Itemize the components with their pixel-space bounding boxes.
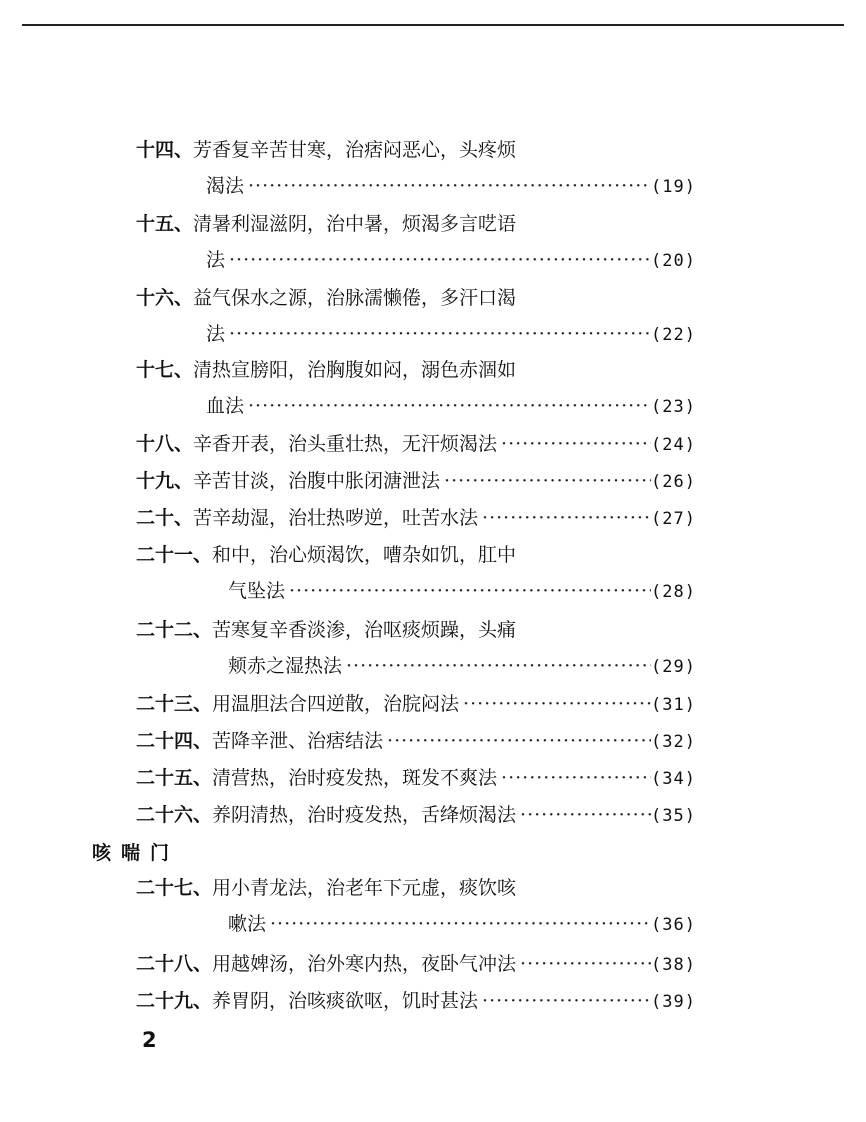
entry-number: 二十四、	[136, 730, 213, 752]
leader-dots	[478, 500, 651, 536]
toc-entry-24	[136, 723, 696, 759]
entry-title: 和中，治心烦渴饮，嘈杂如饥，肛中	[212, 544, 517, 566]
toc-entry-21	[136, 537, 696, 609]
entry-page: (27)	[651, 509, 696, 529]
entry-title: 清热宣膀阳，治胸腹如闷，溺色赤涸如	[193, 359, 517, 381]
leader-dots	[244, 168, 651, 204]
entry-page: (28)	[651, 582, 696, 602]
entry-number: 二十八、	[136, 953, 213, 975]
entry-page: (22)	[651, 325, 696, 345]
entry-title: 苦降辛泄、治痞结法	[212, 730, 384, 752]
entry-page: (23)	[651, 397, 696, 417]
leader-dots	[440, 463, 651, 499]
entry-number: 十四、	[136, 139, 194, 161]
entry-title: 辛苦甘淡，治腹中胀闭溏泄法	[193, 470, 441, 492]
toc-entry-23	[136, 686, 696, 722]
entry-title: 用温胆法合四逆散，治脘闷法	[212, 693, 460, 715]
entry-number: 二十一、	[136, 544, 213, 566]
toc-entry-16	[136, 280, 696, 352]
entry-number: 十八、	[136, 433, 194, 455]
toc-entry-25	[136, 760, 696, 796]
leader-dots	[516, 797, 651, 833]
leader-dots	[516, 946, 651, 982]
entry-title-cont: 嗽法	[228, 913, 267, 935]
entry-page: (19)	[651, 177, 696, 197]
entry-title: 益气保水之源，治脉濡懒倦，多汗口渴	[193, 287, 517, 309]
entry-title-cont: 颊赤之湿热法	[228, 655, 343, 677]
entry-page: (24)	[651, 435, 696, 455]
toc-entry-27	[136, 870, 696, 942]
toc-entry-14	[136, 132, 696, 204]
page-number: 2	[142, 1028, 157, 1052]
leader-dots	[285, 573, 651, 609]
entry-number: 二十五、	[136, 767, 213, 789]
entry-title-cont: 渴法	[206, 175, 245, 197]
entry-title-cont: 气坠法	[228, 580, 286, 602]
entry-title-cont: 法	[206, 249, 226, 271]
entry-title: 苦寒复辛香淡渗，治呕痰烦躁，头痛	[212, 619, 517, 641]
entry-number: 二十七、	[136, 877, 213, 899]
leader-dots	[342, 648, 651, 684]
entry-page: (36)	[651, 915, 696, 935]
entry-title-cont: 血法	[206, 395, 245, 417]
entry-number: 十七、	[136, 359, 194, 381]
entry-title: 苦辛劫湿，治壮热哕逆，吐苦水法	[193, 507, 479, 529]
entry-number: 二十、	[136, 507, 194, 529]
section-heading: 咳喘门	[92, 842, 180, 864]
toc-entry-26	[136, 797, 696, 833]
toc-entry-18	[136, 426, 696, 462]
entry-title: 养阴清热，治时疫发热，舌绛烦渴法	[212, 804, 517, 826]
entry-number: 十六、	[136, 287, 194, 309]
entry-page: (34)	[651, 769, 696, 789]
leader-dots	[478, 983, 651, 1019]
leader-dots	[383, 723, 651, 759]
entry-number: 二十二、	[136, 619, 213, 641]
entry-number: 二十三、	[136, 693, 213, 715]
entry-number: 二十九、	[136, 990, 213, 1012]
entry-number: 十九、	[136, 470, 194, 492]
entry-page: (39)	[651, 992, 696, 1012]
entry-title: 养胃阴，治咳痰欲呕，饥时甚法	[212, 990, 479, 1012]
leader-dots	[497, 760, 651, 796]
toc-entry-20	[136, 500, 696, 536]
entry-page: (32)	[651, 732, 696, 752]
leader-dots	[266, 906, 651, 942]
entry-title: 清暑利湿滋阴，治中暑，烦渴多言呓语	[193, 213, 517, 235]
toc-entry-15	[136, 206, 696, 278]
toc-entry-17	[136, 352, 696, 424]
leader-dots	[497, 426, 651, 462]
leader-dots	[225, 242, 651, 278]
leader-dots	[459, 686, 651, 722]
entry-page: (20)	[651, 251, 696, 271]
toc-entry-19	[136, 463, 696, 499]
entry-page: (31)	[651, 695, 696, 715]
entry-title: 芳香复辛苦甘寒，治痞闷恶心，头疼烦	[193, 139, 517, 161]
entry-title-cont: 法	[206, 323, 226, 345]
toc-entry-22	[136, 612, 696, 684]
entry-page: (26)	[651, 472, 696, 492]
leader-dots	[244, 388, 651, 424]
entry-title: 清营热，治时疫发热，斑发不爽法	[212, 767, 498, 789]
entry-page: (29)	[651, 657, 696, 677]
entry-title: 用越婢汤，治外寒内热，夜卧气冲法	[212, 953, 517, 975]
leader-dots	[225, 316, 651, 352]
toc-entry-29	[136, 983, 696, 1019]
toc-entry-28	[136, 946, 696, 982]
entry-page: (35)	[651, 806, 696, 826]
entry-number: 十五、	[136, 213, 194, 235]
entry-title: 用小青龙法，治老年下元虚，痰饮咳	[212, 877, 517, 899]
entry-page: (38)	[651, 955, 696, 975]
entry-title: 辛香开表，治头重壮热，无汗烦渴法	[193, 433, 498, 455]
entry-number: 二十六、	[136, 804, 213, 826]
